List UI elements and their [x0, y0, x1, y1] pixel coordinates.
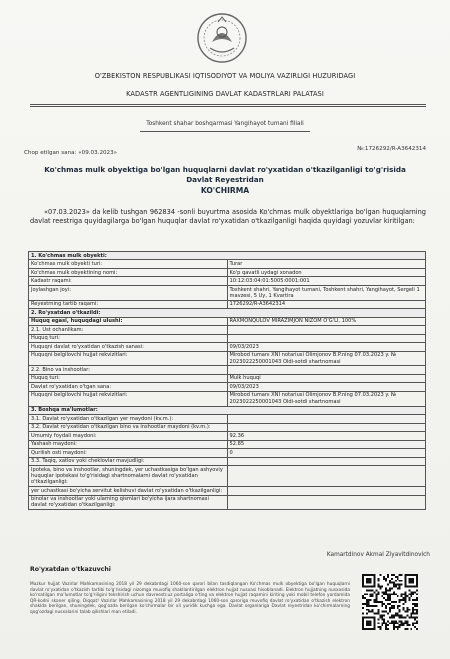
print-date: Chop etilgan sana: «09.03.2023» — [24, 150, 118, 156]
table-section-row — [29, 406, 426, 414]
document-subtitle: KO'CHIRMA — [200, 186, 250, 195]
field-value: 09/03/2023 — [227, 383, 426, 391]
footer-note: Mazkur hujjat Vazirlar Mahkamasining 2018 yil 29 dekabrdagi 1060-son qarori bilan tasdiqlangan Ko'chmas mulk obyektiga bo'lgan huquqlarni davlat ro'yxatidan o'tkazish tartibi to'g'risidagi nizomga muvofiq shakllantirilgan elektron hujjat nusxasi hisoblanadi. Elektron hujjatning nusxasida ko'rsatilgan ma'lumotlar to'g'riligini tekshirish uchun davreestr.uz portaliga o'ting va elektron hujjat raqamini kiriting yoki mobil telefon yordamida QR-kodni skaner qiling. Diqqat! Vazirlar Mahkamasining 2018 yil 29 dekabrdagi 1060-son qaroriga muvofiq davlat ro'yxatidan o'tkazish elektron shaklda berilgan, shuningdek, qog'ozda berilgan ko'chirmalar bir xil yuridik kuchga ega. Davlat organlariga Davlat reyestridan ko'chirmalarning qog'ozdagi nusxalarini talab qilishlari man etiladi. — [30, 582, 350, 615]
table-row — [29, 487, 426, 495]
ministry-heading: O'ZBEKISTON RESPUBLIKASI IQTISODIYOT VA MOLIYA VAZIRLIGI HUZURIDAGI — [94, 72, 356, 80]
intro-paragraph: «07.03.2023» da kelib tushgan 962834 -sonli buyurtma asosida Ko'chmas mulk obyektlariga bo'lgan huquqlarning davlat reestriga quyidagilarga bo'lgan huquqlar davlat ro'yxatidan o'tkazilganligi haqida quyidagi yozuvlar kiritilgan: — [30, 208, 426, 225]
field-label: Kadastr raqami: — [29, 277, 228, 285]
table-row — [29, 383, 426, 391]
field-value — [227, 423, 426, 431]
table-row — [29, 366, 426, 374]
table-row — [29, 285, 426, 300]
field-label: Ko'chmas mulk obyekti turi: — [29, 260, 228, 268]
table-row — [29, 334, 426, 342]
field-value: RAXMONQULOV MIRAZIMJON NIZOM O'G'LI, 100% — [227, 317, 426, 325]
table-row — [29, 495, 426, 510]
signer-name: Kamartdinov Akmal Ziyavitdinovich — [326, 552, 430, 558]
field-label: Huquq turi: — [29, 374, 228, 382]
field-value: Mulk huquqi — [227, 374, 426, 382]
field-value — [227, 457, 426, 465]
table-row — [29, 432, 426, 440]
field-value — [227, 326, 426, 334]
field-label: 3.3. Taqiq, xatlov yoki cheklovlar mavjudligi: — [29, 457, 228, 465]
header-divider — [30, 104, 426, 105]
field-value: Ko'p qavatli uydagi xonadon — [227, 268, 426, 276]
table-row — [29, 317, 426, 325]
table-row — [29, 466, 426, 487]
field-label: Ipoteka, bino va inshootlar, shuningdek, yer uchastkasiga bo'lgan ashyoviy huquqlar ipotekasi to'g'risidagi shartnomalarni davlat ro'yxatidan o'tkazilganligi: — [29, 466, 228, 487]
field-value: 92.36 — [227, 432, 426, 440]
field-label: Huquqni belgilovchi hujjat rekvizitlari: — [29, 391, 228, 406]
field-label: 3.2. Davlat ro'yxatidan o'tkazilgan bino va inshootlar maydoni (kv.m.): — [29, 423, 228, 431]
field-value: Mirobod tumanı XNI notariusi Olimjonov B.P.ning 07.03.2023 y. № 2023022250001043 Oldi-sotdi shartnomasi — [227, 391, 426, 406]
table-row — [29, 374, 426, 382]
field-label: Yashash maydoni: — [29, 440, 228, 448]
field-value: Turar — [227, 260, 426, 268]
document-number: №:1726292/R-A3642314 — [357, 146, 426, 152]
table-row — [29, 300, 426, 308]
field-label: Huquqni belgilovchi hujjat rekvizitlari: — [29, 351, 228, 366]
field-value: 52.85 — [227, 440, 426, 448]
table-row — [29, 277, 426, 285]
section-heading: 1. Ko'chmas mulk obyekti: — [29, 252, 426, 260]
table-row — [29, 449, 426, 457]
header-divider-2 — [30, 106, 426, 107]
table-row — [29, 391, 426, 406]
field-label: Umumiy foydali maydoni: — [29, 432, 228, 440]
field-label: binolar va inshootlar yoki ularning qismlari bo'yicha ijara shartnomasi davlat ro'yxatidan o'tkazilganligi: — [29, 495, 228, 510]
document-title: Ko'chmas mulk obyektiga bo'lgan huquqlarni davlat ro'yxatidan o'tkazilganligi to'g'risida Davlat Reyestridan — [44, 165, 406, 184]
field-value: 09/03/2023 — [227, 343, 426, 351]
field-value: 1726292/R-A3642314 — [227, 300, 426, 308]
field-label: 2.1. Ust ochanlikam: — [29, 326, 228, 334]
table-row — [29, 326, 426, 334]
field-label: Huquq egasi, huquqdagi ulushi: — [29, 317, 228, 325]
section-heading: 3. Boshqa ma'lumotlar: — [29, 406, 426, 414]
field-label: Ko'chmas mulk obyektining nomi: — [29, 268, 228, 276]
field-value: 10:12:03:04:01:5005:0001:001 — [227, 277, 426, 285]
agency-heading: KADASTR AGENTLIGINING DAVLAT KADASTRLARI PALATASI — [126, 90, 324, 98]
field-label: Joylashgan joyi: — [29, 285, 228, 300]
field-label: Reyestrning tartib raqami: — [29, 300, 228, 308]
state-emblem-icon — [196, 12, 248, 64]
table-section-row — [29, 252, 426, 260]
registrar-label: Ro'yxatdan o'tkazuvchi — [30, 566, 111, 573]
field-label: 3.1. Davlat ro'yxatidan o'tkazilgan yer maydoni (kv.m.): — [29, 415, 228, 423]
field-label: Huquq turi: — [29, 334, 228, 342]
field-label: yer uchastkasi bo'yicha servitut kelishuvi davlat ro'yxatidan o'tkazilganligi: — [29, 487, 228, 495]
branch-underline — [140, 131, 310, 132]
table-row — [29, 260, 426, 268]
field-value — [227, 334, 426, 342]
field-value: 0 — [227, 449, 426, 457]
field-value — [227, 366, 426, 374]
table-row — [29, 351, 426, 366]
table-section-row — [29, 309, 426, 317]
field-label: 2.2. Bino va inshootlar: — [29, 366, 228, 374]
field-value: Toshkent shahri, Yangihayot tumani, Toshkent shahri, Yangihayot, Sergeli 1 mavzesi, 5 Uy, 1 Kvartira — [227, 285, 426, 300]
branch-name: Toshkent shahar boshqarmasi Yangihayot tumani filiali — [146, 121, 304, 127]
table-row — [29, 343, 426, 351]
table-row — [29, 415, 426, 423]
registry-table — [28, 251, 426, 510]
qr-code[interactable] — [362, 574, 418, 630]
field-label: Huquqni davlat ro'yxatidan o'tkazish sanasi: — [29, 343, 228, 351]
table-row — [29, 423, 426, 431]
table-row — [29, 268, 426, 276]
field-value — [227, 487, 426, 495]
section-heading: 2. Ro'yxatdan o'tkazildi: — [29, 309, 426, 317]
field-value — [227, 415, 426, 423]
table-row — [29, 457, 426, 465]
field-value: Mirobod tumanı XNI notariusi Olimjonov B.P.ning 07.03.2023 y. № 2023022250001043 Oldi-sotdi shartnomasi — [227, 351, 426, 366]
field-label: Davlat ro'yxatidan o'tgan sana: — [29, 383, 228, 391]
table-row — [29, 440, 426, 448]
field-value — [227, 466, 426, 487]
field-value — [227, 495, 426, 510]
field-label: Qurilish osti maydoni: — [29, 449, 228, 457]
